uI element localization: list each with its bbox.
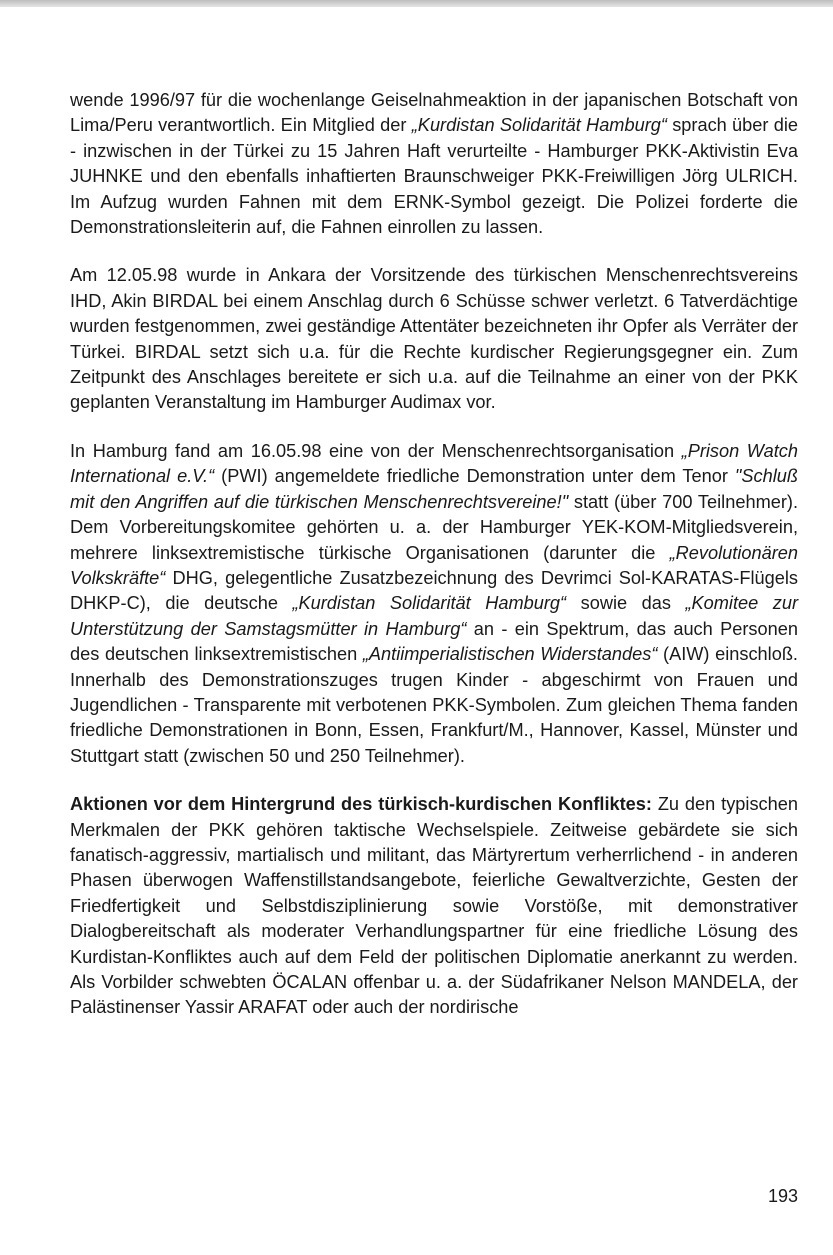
paragraph-3 [70,439,798,769]
org-name-komitee-samstagsmuetter: „Komitee zur Unterstützung der Samstagsmütter in Hamburg“ [70,593,799,639]
org-name-kurdistan-solidaritaet-2: „Kurdistan Solidarität Hamburg“ [292,593,567,614]
paragraph-1 [70,88,798,240]
paragraph-4-text: Zu den typischen Merkmalen der PKK gehören taktische Wechselspiele. Zeitweise gebärdete sie sich fanatisch-aggressiv, martialisch und militant, das Märtyrertum verherrlichend - in anderen Phasen überwogen Waffenstillstandsangebote, feierliche Gewaltverzichte, Gesten der Friedfertigkeit und Selbstdisziplinierung sowie Vorstöße, mit demonstrativer Dialogbereitschaft als moderater Verhandlungspartner für eine friedliche Lösung des Kurdistan-Konfliktes auch auf dem Feld der politischen Diplomatie anerkannt zu werden. Als Vorbilder schwebten ÖCALAN offenbar u. a. der Südafrikaner Nelson MANDELA, der Palästinenser Yassir ARAFAT oder auch der nordirische [70,794,798,1018]
paragraph-3-text-d: DHG, gelegentliche Zusatzbezeichnung des Devrimci Sol-KARATAS-Flügels DHKP-C), die deutsche [70,567,798,614]
paragraph-1-text-b: sprach über die - inzwischen in der Türkei zu 15 Jahren Haft verurteilte - Hamburger PKK-Aktivistin Eva JUHNKE und den ebenfalls inhaftierten Braunschweiger PKK-Freiwilligen Jörg ULRICH. Im Aufzug wurden Fahnen mit dem ERNK-Symbol gezeigt. Die Polizei forderte die Demonstrationsleiterin auf, die Fahnen einrollen zu lassen. [70,115,798,238]
scan-top-edge [0,0,833,7]
paragraph-2 [70,263,798,415]
paragraph-3-text-f: an - ein Spektrum, das auch Personen des deutschen linksextremistischen [70,618,798,665]
document-page [70,88,798,1044]
paragraph-3-text-b: (PWI) angemeldete friedliche Demonstration unter dem Tenor [214,466,735,487]
section-heading: Aktionen vor dem Hintergrund des türkisch-kurdischen Konfliktes: [70,794,652,815]
org-name-revolutionaere-volkskraefte: „Revolutionären Volkskräfte“ [70,542,798,588]
paragraph-3-text-g: (AIW) einschloß. Innerhalb des Demonstrationszuges trugen Kinder - abgeschirmt von Frauen und Jugendlichen - Transparente mit verbotenen PKK-Symbolen. Zum gleichen Thema fanden friedliche Demonstrationen in Bonn, Essen, Frankfurt/M., Hannover, Kassel, Münster und Stuttgart statt (zwischen 50 und 250 Teilnehmer). [70,644,798,766]
paragraph-2-text: Am 12.05.98 wurde in Ankara der Vorsitzende des türkischen Menschenrechtsvereins IHD, Akin BIRDAL bei einem Anschlag durch 6 Schüsse schwer verletzt. 6 Tatverdächtige wurden festgenommen, zwei geständige Attentäter bezeichneten ihr Opfer als Verräter der Türkei. BIRDAL setzt sich u.a. für die Rechte kurdischer Regierungsgegner ein. Zum Zeitpunkt des Anschlages bereitete er sich u.a. auf die Teilnahme an einer von der PKK geplanten Veranstaltung im Hamburger Audimax vor. [70,265,798,413]
org-name-antiimperialistischer-widerstand: „Antiimperialistischen Widerstandes“ [362,644,658,665]
paragraph-1-text-a: wende 1996/97 für die wochenlange Geiselnahmeaktion in der japanischen Botschaft von Lima/Peru verantwortlich. Ein Mitglied der [70,90,798,136]
paragraph-3-text-a: In Hamburg fand am 16.05.98 eine von der Menschenrechtsorganisation [70,440,682,461]
page-number: 193 [767,1186,798,1206]
paragraph-3-text-e: sowie das [566,593,686,614]
paragraph-3-text-c: statt (über 700 Teilnehmer). Dem Vorbereitungskomitee gehörten u. a. der Hamburger YEK-KOM-Mitgliedsverein, mehrere linksextremistische türkische Organisationen (darunter die [70,491,798,563]
demo-slogan: "Schluß mit den Angriffen auf die türkischen Menschenrechtsvereine!" [70,466,798,512]
org-name-prison-watch: „Prison Watch International e.V.“ [70,440,798,487]
org-name-kurdistan-solidaritaet: „Kurdistan Solidarität Hamburg“ [411,115,667,136]
paragraph-4 [70,792,798,1021]
